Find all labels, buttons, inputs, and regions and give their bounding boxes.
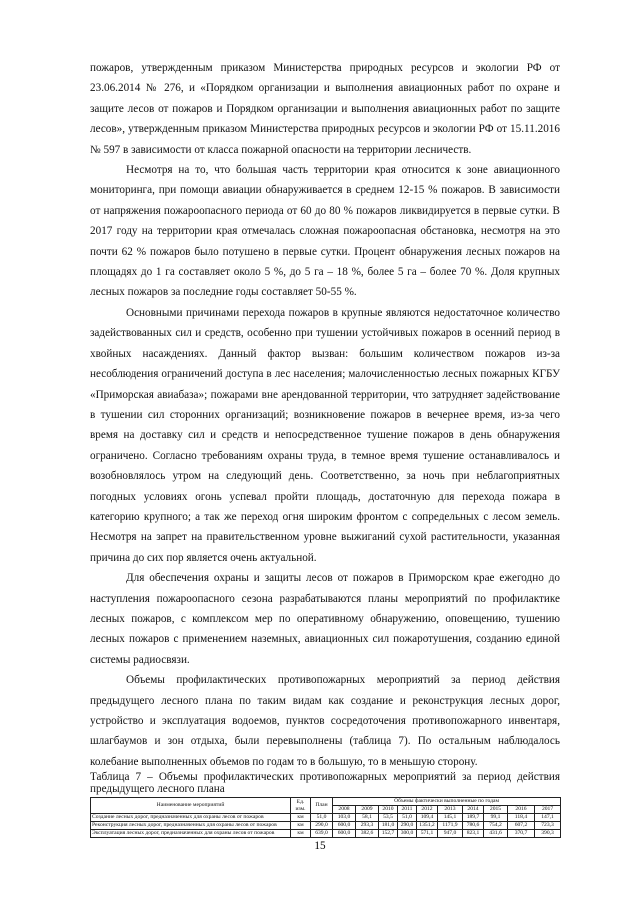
row-value: 290,0	[398, 822, 417, 830]
row-value: 145,1	[438, 814, 463, 822]
year-header: 2013	[438, 806, 463, 814]
year-header: 2012	[417, 806, 438, 814]
row-value: 723,3	[535, 822, 561, 830]
row-value: 103,0	[333, 814, 356, 822]
table-caption: Таблица 7 – Объемы профилактических противопожарных мероприятий за период действия предыдущего лесного плана	[90, 771, 560, 795]
year-header: 2016	[508, 806, 535, 814]
year-header: 2009	[356, 806, 379, 814]
paragraph-3: Основными причинами перехода пожаров в крупные являются недостаточное количество задействованных сил и средств, особенно при тушении устойчивых пожаров в осенний период в хвойных насаждениях. Данный фактор вызван: большим количеством пожаров из-за несоблюдения ограничений доступа в лес населения; малочисленностью лесных пожарных КГБУ «Приморская авиабаза»; пожарами вне арендованной территории, что затрудняет задействование в тушении сил сторонних организаций; возникновение пожаров в вечернее время, из-за чего время на доставку сил и средств и непосредственное тушение пожаров в день обнаружения ограничено. Согласно требованиям охраны труда, в темное время тушение останавливалось и возобновлялось утром на следующий день. Соответственно, за ночь при неблагоприятных погодных условиях огонь успевал пройти площадь, достаточную для перехода пожара в категорию крупного; а так же переход огня широким фронтом с сопредельных с лесом земель. Несмотря на запрет на правительственном уровне выжиганий сухой растительности, указанная причина до сих пор является очень актуальной.	[90, 306, 560, 564]
row-value: 431,6	[484, 830, 508, 838]
row-value: 53,5	[379, 814, 398, 822]
page-number: 15	[314, 840, 326, 852]
row-value: 600,0	[333, 830, 356, 838]
row-value: 293,3	[356, 822, 379, 830]
row-value: 109,4	[417, 814, 438, 822]
row-name: Реконструкция лесных дорог, предназначенных для охраны лесов от пожаров	[91, 822, 291, 830]
row-value: 382,6	[356, 830, 379, 838]
row-value: 189,7	[463, 814, 484, 822]
year-header: 2017	[535, 806, 561, 814]
row-value: 58,1	[356, 814, 379, 822]
year-header: 2008	[333, 806, 356, 814]
row-value: 99,1	[484, 814, 508, 822]
row-value: 754,2	[484, 822, 508, 830]
table-row	[91, 814, 561, 822]
table-row	[91, 830, 561, 838]
row-value: 152,7	[379, 830, 398, 838]
paragraph-4: Для обеспечения охраны и защиты лесов от пожаров в Приморском крае ежегодно до наступления пожароопасного сезона разрабатываются планы мероприятий по профилактике лесных пожаров, с комплексом мер по оперативному обнаружению, оповещению, тушению лесных пожаров с применением наземных, авиационных сил пожаротушения, созданию единой системы радиосвязи.	[90, 572, 560, 666]
table-row	[91, 822, 561, 830]
row-value: 300,0	[398, 830, 417, 838]
header-unit: Ед. изм.	[291, 798, 311, 814]
row-value: 780,6	[463, 822, 484, 830]
row-value: 607,2	[508, 822, 535, 830]
row-value: 370,7	[508, 830, 535, 838]
row-name: Эксплуатация лесных дорог, предназначенных для охраны лесов от пожаров	[91, 830, 291, 838]
header-plan: План	[311, 798, 333, 814]
activities-table	[90, 797, 561, 838]
table-header-row	[91, 798, 561, 806]
year-header: 2010	[379, 806, 398, 814]
row-value: 118,4	[508, 814, 535, 822]
row-value: 823,1	[463, 830, 484, 838]
row-value: 600,0	[333, 822, 356, 830]
row-value: 181,0	[379, 822, 398, 830]
row-plan: 51,0	[311, 814, 333, 822]
row-value: 1171,9	[438, 822, 463, 830]
paragraph-5: Объемы профилактических противопожарных мероприятий за период действия предыдущего лесного плана по таким видам как создание и реконструкция лесных дорог, устройство и эксплуатация водоемов, пунктов сосредоточения противопожарного инвентаря, шлагбаумов и зон отдыха, были перевыполнены (таблица 7). По остальным наблюдалось колебание выполненных объемов по годам то в большую, то в меньшую сторону.	[90, 674, 560, 768]
row-value: 390,3	[535, 830, 561, 838]
paragraph-1: пожаров, утвержденным приказом Министерства природных ресурсов и экологии РФ от 23.06.2014 № 276, и «Порядком организации и выполнения авиационных работ по охране и защите лесов от пожаров и Порядком организации и выполнения авиационных работ по защите лесов», утвержденным приказом Министерства природных ресурсов и экологии РФ от 15.11.2016 № 597 в зависимости от класса пожарной опасности на территории лесничеств.	[90, 62, 560, 156]
row-unit: км	[291, 830, 311, 838]
year-header: 2011	[398, 806, 417, 814]
row-value: 1351,2	[417, 822, 438, 830]
header-name: Наименование мероприятий	[91, 798, 291, 814]
row-plan: 639,0	[311, 830, 333, 838]
year-header: 2015	[484, 806, 508, 814]
row-unit: км	[291, 822, 311, 830]
document-page	[90, 58, 560, 838]
row-unit: км	[291, 814, 311, 822]
year-header: 2014	[463, 806, 484, 814]
row-value: 947,0	[438, 830, 463, 838]
row-value: 51,0	[398, 814, 417, 822]
row-value: 571,1	[417, 830, 438, 838]
header-actual-group: Объемы фактически выполненные по годам	[333, 798, 561, 806]
row-value: 147,1	[535, 814, 561, 822]
row-name: Создание лесных дорог, предназначенных для охраны лесов от пожаров	[91, 814, 291, 822]
row-plan: 290,0	[311, 822, 333, 830]
paragraph-2: Несмотря на то, что большая часть территории края относится к зоне авиационного мониторинга, при помощи авиации обнаруживается в среднем 12-15 % пожаров. В зависимости от напряжения пожароопасного периода от 60 до 80 % пожаров ликвидируется в первые сутки. В 2017 году на территории края отмечалась сложная пожароопасная обстановка, несмотря на это почти 62 % пожаров было потушено в первые сутки. Процент обнаружения лесных пожаров на площадях до 1 га составляет около 5 %, до 5 га – 18 %, более 5 га – более 70 %. Доля крупных лесных пожаров за последние годы составляет 50-55 %.	[90, 164, 560, 299]
